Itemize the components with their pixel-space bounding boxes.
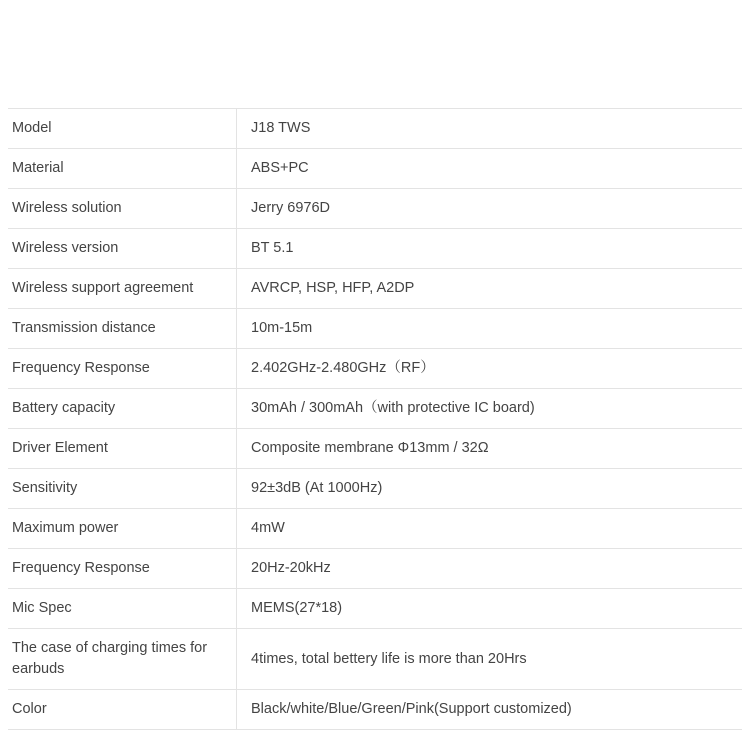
spec-label: Driver Element — [8, 429, 237, 469]
table-row — [8, 469, 742, 509]
spec-label: Frequency Response — [8, 549, 237, 589]
spec-label: Color — [8, 690, 237, 730]
spec-value: J18 TWS — [251, 120, 311, 136]
table-row — [8, 509, 742, 549]
spec-label: The case of charging times for earbuds — [8, 629, 237, 690]
spec-value: 4mW — [251, 520, 285, 537]
table-row — [8, 549, 742, 589]
spec-value: 30mAh / 300mAh（with protective IC board) — [251, 400, 535, 417]
table-row — [8, 429, 742, 469]
table-row — [8, 269, 742, 309]
spec-label: Wireless solution — [8, 189, 237, 229]
spec-label: Wireless version — [8, 229, 237, 269]
table-row — [8, 189, 742, 229]
spec-label: Transmission distance — [8, 309, 237, 349]
spec-value: MEMS(27*18) — [251, 600, 343, 617]
spec-value: 20Hz-20kHz — [251, 560, 331, 577]
table-row — [8, 589, 742, 629]
spec-table — [8, 108, 742, 730]
spec-label: Maximum power — [8, 509, 237, 549]
spec-value: 4times, total bettery life is more than 20Hrs — [251, 650, 527, 667]
table-row — [8, 349, 742, 389]
table-row — [8, 229, 742, 269]
table-row — [8, 389, 742, 429]
spec-value: 92±3dB (At 1000Hz) — [251, 480, 383, 497]
table-row — [8, 690, 742, 730]
spec-value: 2.402GHz-2.480GHz（RF） — [251, 360, 435, 377]
spec-label: Model — [8, 109, 237, 149]
spec-label: Battery capacity — [8, 389, 237, 429]
spec-label: Sensitivity — [8, 469, 237, 509]
table-row — [8, 109, 742, 149]
spec-label: Material — [8, 149, 237, 189]
table-row — [8, 309, 742, 349]
spec-value: 10m-15m — [251, 320, 313, 337]
spec-value: BT 5.1 — [251, 240, 294, 257]
table-row — [8, 149, 742, 189]
spec-value: ABS+PC — [251, 160, 309, 177]
spec-value: AVRCP, HSP, HFP, A2DP — [251, 280, 415, 297]
table-row — [8, 629, 742, 690]
spec-table-container — [8, 108, 742, 730]
spec-label: Mic Spec — [8, 589, 237, 629]
spec-label: Wireless support agreement — [8, 269, 237, 309]
spec-value: Black/white/Blue/Green/Pink(Support customized) — [251, 701, 572, 718]
spec-table-body — [8, 109, 742, 730]
spec-label: Frequency Response — [8, 349, 237, 389]
spec-value: Jerry 6976D — [251, 200, 330, 217]
spec-value: Composite membrane Φ13mm / 32Ω — [251, 440, 489, 457]
